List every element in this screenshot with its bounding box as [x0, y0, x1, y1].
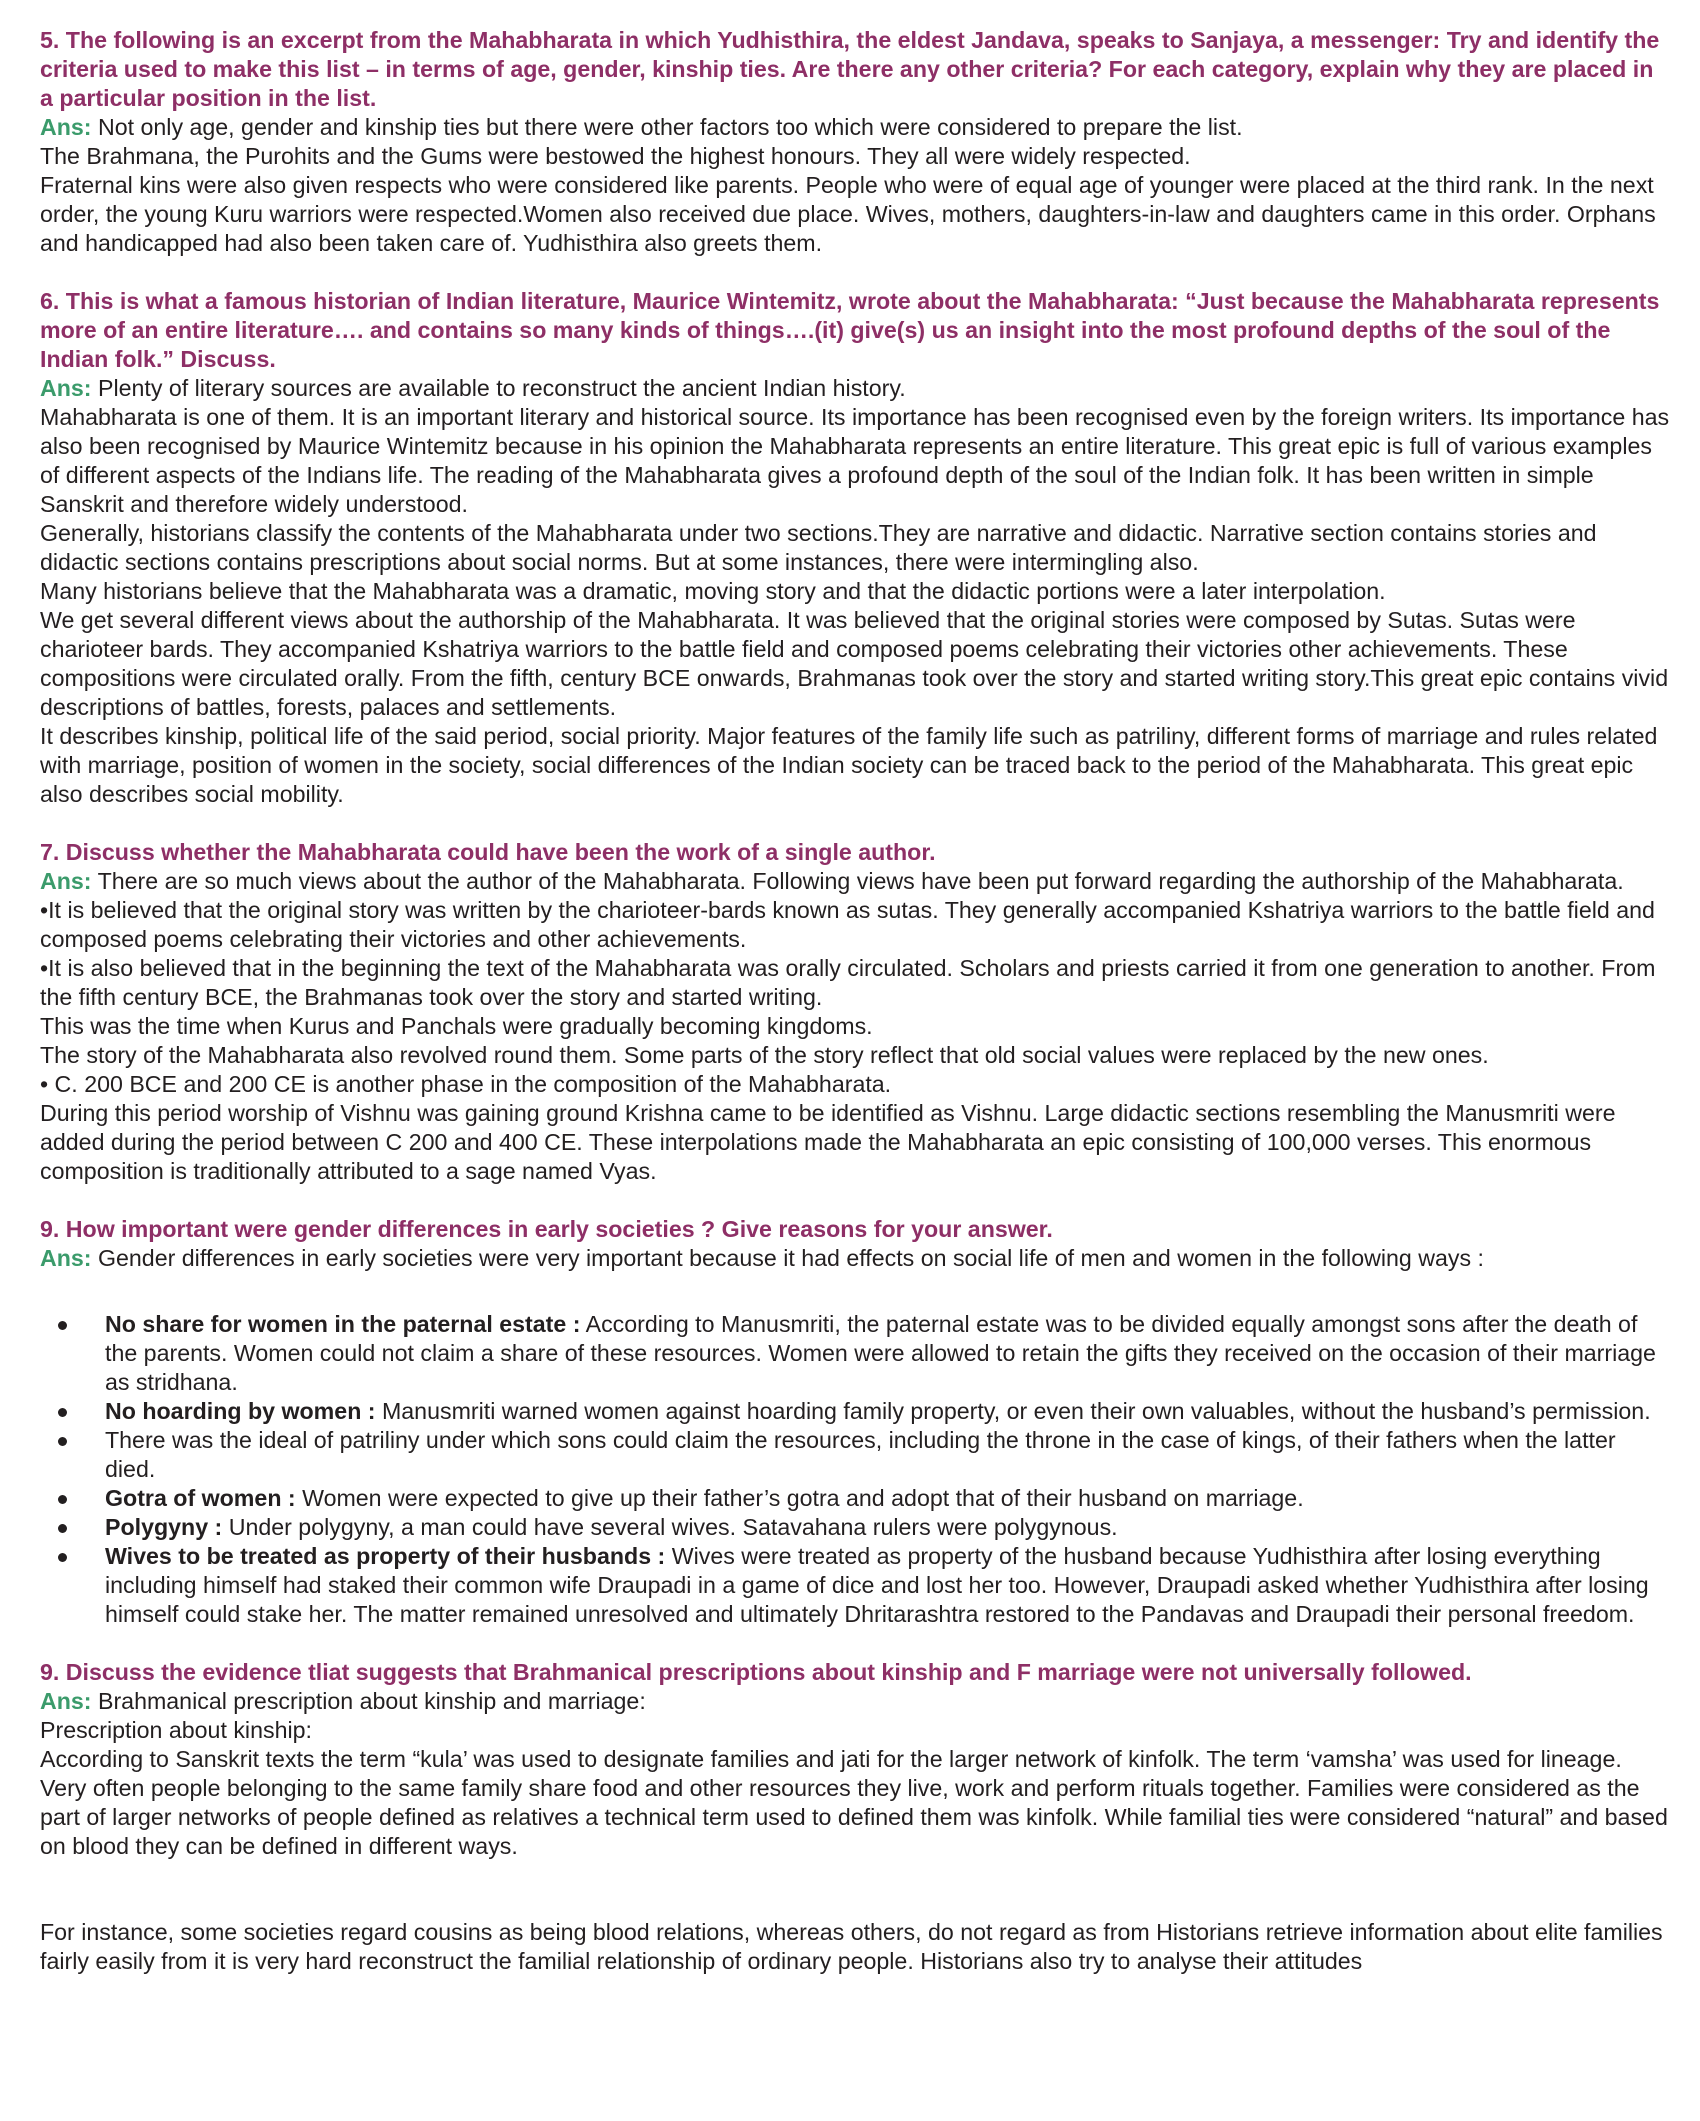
answer-paragraph: For instance, some societies regard cousins as being blood relations, whereas others, do not regard as from Historians retrieve information about elite families fairly easily from it is very hard reconstruct the familial relationship of ordinary people. Historians also try to analyse their attitudes: [40, 1919, 1663, 1974]
ans-label: Ans:: [40, 1245, 92, 1271]
question-6-title: 6. This is what a famous historian of Indian literature, Maurice Wintemitz, wrote about the Mahabharata: “Just because the Mahabharata represents more of an entire literature…. and contains so many kinds of things….(it) give(s) us an insight into the most profound depths of the soul of the Indian folk.” Discuss.: [40, 288, 1660, 372]
answer-paragraph: Mahabharata is one of them. It is an important literary and historical source. Its importance has been recognised even by the foreign writers. Its importance has also been recognised by Maurice Wintemitz because in his opinion the Mahabharata represents an entire literature. This great epic is full of various examples of different aspects of the Indians life. The reading of the Mahabharata gives a profound depth of the soul of the Indian folk. It has been written in simple Sanskrit and therefore widely understood.: [40, 404, 1670, 517]
bullet-icon: [58, 1408, 67, 1417]
list-item: There was the ideal of patriliny under which sons could claim the resources, including the throne in the case of kings, of their fathers when the latter died.: [40, 1426, 1670, 1484]
question-5-title: 5. The following is an excerpt from the Mahabharata in which Yudhisthira, the eldest Jandava, speaks to Sanjaya, a messenger: Try and identify the criteria used to make this list – in terms of age, gender, kinship ties. Are there any other criteria? For each category, explain why they are placed in a particular position in the list.: [40, 27, 1660, 111]
list-item: No share for women in the paternal estate : According to Manusmriti, the paternal estate was to be divided equally amongst sons after the death of the parents. Women could not claim a share of these resources. Women were allowed to retain the gifts they received on the occasion of their marriage as stridhana.: [40, 1310, 1670, 1397]
bullet-icon: [58, 1321, 67, 1330]
list-item: Wives to be treated as property of their husbands : Wives were treated as property of the husband because Yudhisthira after losing everything including himself had staked their common wife Draupadi in a game of dice and lost her too. However, Draupadi asked whether Yudhisthira after losing himself could stake her. The matter remained unresolved and ultimately Dhritarashtra restored to the Pandavas and Draupadi their personal freedom.: [40, 1542, 1670, 1629]
question-9-gender-section: [40, 1215, 1670, 1629]
answer-9-gender-first-line: Ans: Gender differences in early societies were very important because it had effects on social life of men and women in the following ways :: [40, 1245, 1484, 1271]
answer-paragraph: •It is believed that the original story was written by the charioteer-bards known as sutas. They generally accompanied Kshatriya warriors to the battle field and composed poems celebrating their victories and other achievements.: [40, 897, 1655, 952]
bullet-icon: [58, 1437, 67, 1446]
answer-paragraph: This was the time when Kurus and Panchals were gradually becoming kingdoms.: [40, 1013, 873, 1039]
answer-paragraph: The Brahmana, the Purohits and the Gums were bestowed the highest honours. They all were widely respected.: [40, 143, 1191, 169]
bullet-icon: [58, 1495, 67, 1504]
question-5-section: [40, 26, 1670, 258]
question-9-kinship-title: 9. Discuss the evidence tliat suggests that Brahmanical prescriptions about kinship and F marriage were not universally followed.: [40, 1659, 1472, 1685]
question-7-title: 7. Discuss whether the Mahabharata could have been the work of a single author.: [40, 839, 936, 865]
answer-paragraph: It describes kinship, political life of the said period, social priority. Major features of the family life such as patriliny, different forms of marriage and rules related with marriage, position of women in the society, social differences of the Indian society can be traced back to the period of the Mahabharata. This great epic also describes social mobility.: [40, 723, 1658, 807]
answer-paragraph: The story of the Mahabharata also revolved round them. Some parts of the story reflect that old social values were replaced by the new ones.: [40, 1042, 1489, 1068]
answer-paragraph: • C. 200 BCE and 200 CE is another phase in the composition of the Mahabharata.: [40, 1071, 892, 1097]
answer-paragraph: Generally, historians classify the contents of the Mahabharata under two sections.They are narrative and didactic. Narrative section contains stories and didactic sections contains prescriptions about social norms. But at some instances, there were intermingling also.: [40, 520, 1597, 575]
question-9-gender-title: 9. How important were gender differences in early societies ? Give reasons for your answer.: [40, 1216, 1053, 1242]
ans-label: Ans:: [40, 1688, 92, 1714]
question-7-section: [40, 838, 1670, 1186]
bullet-icon: [58, 1524, 67, 1533]
answer-5-first-line: Ans: Not only age, gender and kinship ties but there were other factors too which were considered to prepare the list.: [40, 114, 1243, 140]
answer-7-first-line: Ans: There are so much views about the author of the Mahabharata. Following views have been put forward regarding the authorship of the Mahabharata.: [40, 868, 1624, 894]
answer-paragraph: According to Sanskrit texts the term “kula’ was used to designate families and jati for the larger network of kinfolk. The term ‘vamsha’ was used for lineage. Very often people belonging to the same family share food and other resources they live, work and perform rituals together. Families were considered as the part of larger networks of people defined as relatives a technical term used to defined them was kinfolk. While familial ties were considered “natural” and based on blood they can be defined in different ways.: [40, 1746, 1668, 1859]
bullet-icon: [58, 1553, 67, 1562]
answer-paragraph: We get several different views about the authorship of the Mahabharata. It was believed that the original stories were composed by Sutas. Sutas were charioteer bards. They accompanied Kshatriya warriors to the battle field and composed poems celebrating their victories other achievements. These compositions were circulated orally. From the fifth, century BCE onwards, Brahmanas took over the story and started writing story.This great epic contains vivid descriptions of battles, forests, palaces and settlements.: [40, 607, 1669, 720]
answer-6-first-line: Ans: Plenty of literary sources are available to reconstruct the ancient Indian history.: [40, 375, 906, 401]
answer-paragraph: During this period worship of Vishnu was gaining ground Krishna came to be identified as Vishnu. Large didactic sections resembling the Manusmriti were added during the period between C 200 and 400 CE. These interpolations made the Mahabharata an epic consisting of 100,000 verses. This enormous composition is traditionally attributed to a sage named Vyas.: [40, 1100, 1616, 1184]
ans-label: Ans:: [40, 868, 92, 894]
question-9-kinship-section: [40, 1658, 1670, 1976]
ans-label: Ans:: [40, 375, 92, 401]
ans-label: Ans:: [40, 114, 92, 140]
list-item: Gotra of women : Women were expected to give up their father’s gotra and adopt that of their husband on marriage.: [40, 1484, 1670, 1513]
answer-paragraph: Prescription about kinship:: [40, 1717, 312, 1743]
list-item: No hoarding by women : Manusmriti warned women against hoarding family property, or even their own valuables, without the husband’s permission.: [40, 1397, 1670, 1426]
answer-paragraph: Many historians believe that the Mahabharata was a dramatic, moving story and that the didactic portions were a later interpolation.: [40, 578, 1386, 604]
question-6-section: [40, 287, 1670, 809]
gender-differences-list: [40, 1310, 1670, 1629]
answer-9-kinship-first-line: Ans: Brahmanical prescription about kinship and marriage:: [40, 1688, 646, 1714]
answer-paragraph: Fraternal kins were also given respects who were considered like parents. People who were of equal age of younger were placed at the third rank. In the next order, the young Kuru warriors were respected.Women also received due place. Wives, mothers, daughters-in-law and daughters came in this order. Orphans and handicapped had also been taken care of. Yudhisthira also greets them.: [40, 172, 1656, 256]
list-item: Polygyny : Under polygyny, a man could have several wives. Satavahana rulers were polygynous.: [40, 1513, 1670, 1542]
answer-paragraph: •It is also believed that in the beginning the text of the Mahabharata was orally circulated. Scholars and priests carried it from one generation to another. From the fifth century BCE, the Brahmanas took over the story and started writing.: [40, 955, 1656, 1010]
